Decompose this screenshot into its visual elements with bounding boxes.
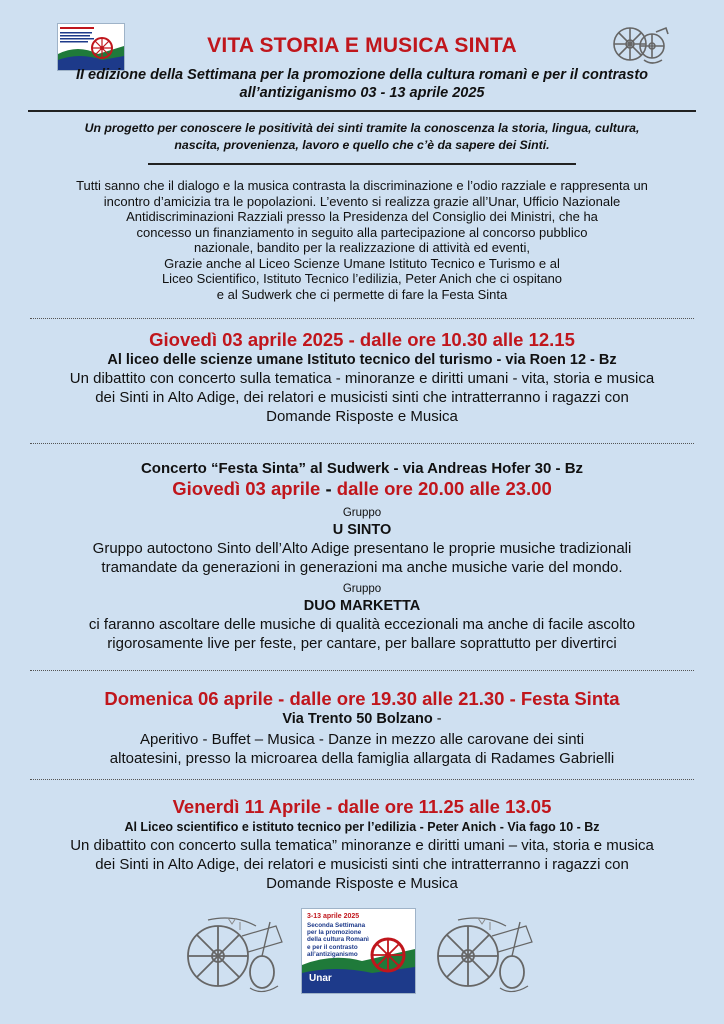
intro-line: Un progetto per conoscere le positività dei sinti tramite la conoscenza la storia, lingua, cultura, <box>84 121 640 135</box>
event-3-desc <box>10 730 714 768</box>
event-4-heading: Venerdì 11 Aprile - dalle ore 11.25 alle 13.05 <box>172 796 552 817</box>
body-line: Liceo Scientifico, Istituto Tecnico l’edilizia, Peter Anich che ci ospitano <box>161 271 563 286</box>
body-line: concesso un finanziamento in seguito alla partecipazione al concorso pubblico <box>136 224 588 240</box>
event-3-location-line <box>10 710 714 728</box>
group-1-desc <box>10 539 714 577</box>
event-2-day: Giovedì 03 aprile <box>172 478 321 499</box>
event-2-sep: - <box>320 478 337 499</box>
desc-line: dei Sinti in Alto Adige, dei relatori e musicisti sinti che intratterranno i ragazzi con <box>95 856 629 873</box>
event-3-heading: Domenica 06 aprile - dalle ore 19.30 alle 21.30 - Festa Sinta <box>104 688 620 709</box>
event-1 <box>10 329 714 426</box>
event-4 <box>10 796 714 893</box>
desc-line: tramandate da generazioni in generazioni ma anche musiche varie del mondo. <box>101 559 623 576</box>
nevo-drom-emblem-icon <box>178 912 290 998</box>
group-1-label: Gruppo <box>342 507 382 519</box>
intro-rule <box>148 163 576 165</box>
desc-line: Gruppo autoctono Sinto dell’Alto Adige presentano le proprie musiche tradizionali <box>92 540 632 557</box>
body-line: Tutti sanno che il dialogo e la musica contrasta la discriminazione e l’odio razziale e rappresenta un <box>76 178 648 193</box>
logo-line: all’antiziganismo <box>307 950 358 958</box>
logo-line: e per il contrasto <box>307 943 358 951</box>
page-subtitle <box>20 66 704 102</box>
event-2-location: Concerto “Festa Sinta” al Sudwerk - via Andreas Hofer 30 - Bz <box>140 460 584 477</box>
group-2-label: Gruppo <box>342 583 382 595</box>
event-1-desc <box>10 369 714 426</box>
event-4-desc <box>10 836 714 893</box>
event-2 <box>10 460 714 653</box>
desc-line: Domande Risposte e Musica <box>266 875 458 892</box>
body-line: nazionale, bandito per la realizzazione di attività ed eventi, <box>193 240 531 255</box>
body-line: Antidiscriminazioni Razziali presso la Presidenza del Consiglio dei Ministri, che ha <box>126 209 598 224</box>
section-divider <box>30 443 694 444</box>
event-2-heading <box>10 478 714 500</box>
body-line: e al Sudwerk che ci permette di fare la Festa Sinta <box>216 286 508 302</box>
bottom-center-poster-logo <box>302 909 415 993</box>
logo-text <box>307 922 369 958</box>
bottom-left-emblem <box>178 912 290 998</box>
group-2-name: DUO MARKETTA <box>303 598 421 614</box>
section-divider <box>30 318 694 319</box>
bottom-right-emblem <box>428 912 540 998</box>
desc-line: altoatesini, presso la microarea della famiglia allargata di Radames Gabrielli <box>109 750 615 767</box>
desc-line: dei Sinti in Alto Adige, dei relatori e musicisti sinti che intratterranno i ragazzi con <box>95 389 629 406</box>
nevo-drom-emblem-icon <box>428 912 540 998</box>
event-3-location-suffix: - <box>432 711 442 727</box>
desc-line: Un dibattito con concerto sulla tematica” minoranze e diritti umani – vita, storia e musica <box>70 837 654 854</box>
desc-line: ci faranno ascoltare delle musiche di qualità eccezionali ma anche di facile ascolto <box>88 616 636 633</box>
desc-line: Aperitivo - Buffet – Musica - Danze in mezzo alle carovane dei sinti <box>139 731 585 748</box>
header-rule <box>28 110 696 112</box>
section-divider <box>30 670 694 671</box>
desc-line: rigorosamente live per feste, per cantare, per ballare soprattutto per divertirci <box>107 635 617 652</box>
logo-date: 3-13 aprile 2025 <box>307 913 360 920</box>
intro-line: nascita, provenienza, lavoro e quello che c’è da sapere dei Sinti. <box>174 138 550 152</box>
subtitle-line: all’antiziganismo 03 - 13 aprile 2025 <box>239 85 485 101</box>
section-divider <box>30 779 694 780</box>
event-1-location: Al liceo delle scienze umane Istituto tecnico del turismo - via Roen 12 - Bz <box>107 352 617 368</box>
event-3 <box>10 688 714 768</box>
event-1-heading: Giovedì 03 aprile 2025 - dalle ore 10.30 alle 12.15 <box>149 329 575 350</box>
body-line: Grazie anche al Liceo Scienze Umane Istituto Tecnico e Turismo e al <box>164 255 560 271</box>
page-title: VITA STORIA E MUSICA SINTA <box>207 34 517 57</box>
event-2-time: dalle ore 20.00 alle 23.00 <box>336 478 552 499</box>
body-line: incontro d’amicizia tra le popolazioni. L’evento si realizza grazie all’Unar, Ufficio Nazionale <box>103 193 621 209</box>
logo-line: per la promozione <box>307 929 362 937</box>
intro-body <box>20 178 704 302</box>
group-2-desc <box>10 615 714 653</box>
desc-line: Domande Risposte e Musica <box>266 408 458 425</box>
logo-line: Seconda Settimana <box>307 922 366 929</box>
logo-brand: Unar <box>309 973 332 984</box>
event-3-location: Via Trento 50 Bolzano <box>282 711 433 727</box>
subtitle-line: II edizione della Settimana per la promozione della cultura romanì e per il contrasto <box>75 67 649 83</box>
logo-line: della cultura Romanì <box>307 936 369 944</box>
group-1-name: U SINTO <box>332 522 392 538</box>
project-intro <box>20 120 704 154</box>
desc-line: Un dibattito con concerto sulla tematica - minoranze e diritti umani - vita, storia e musica <box>69 370 655 387</box>
event-4-location: Al Liceo scientifico e istituto tecnico per l’edilizia - Peter Anich - Via fago 10 - Bz <box>124 820 600 834</box>
